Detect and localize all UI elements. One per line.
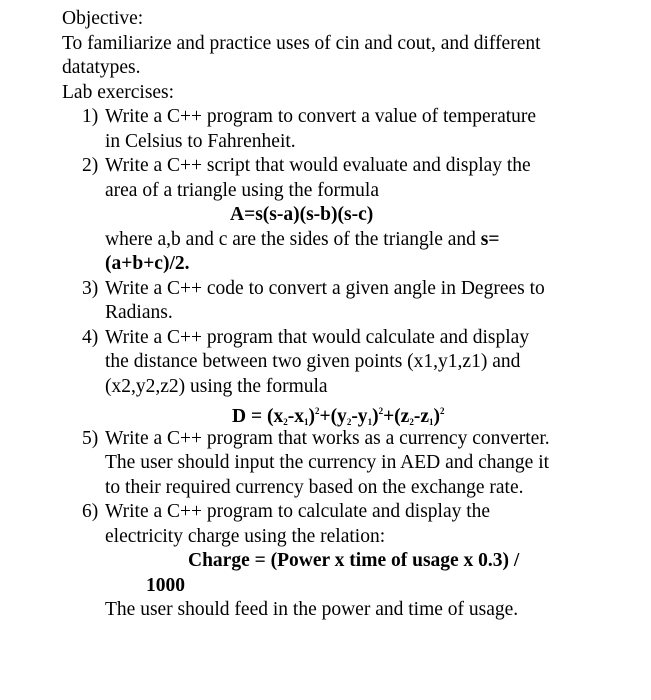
sub-2: 2 <box>409 417 414 427</box>
charge-formula-line-2: 1000 <box>146 575 185 596</box>
exercise-6-closing: The user should feed in the power and time of usage. <box>105 599 519 620</box>
exercise-4-number: 4) <box>82 327 99 348</box>
exercise-1-line-2: in Celsius to Fahrenheit. <box>105 131 296 152</box>
exercise-3-line-1: Write a C++ code to convert a given angle in Degrees to <box>105 278 545 299</box>
term-x-open: (x <box>266 406 284 427</box>
exercise-3-number: 3) <box>82 278 99 299</box>
exp-2: 2 <box>439 406 445 416</box>
exercise-5-line-2: The user should input the currency in AED and change it <box>105 452 550 473</box>
term-z-mid: -z <box>413 406 429 427</box>
term-z-close: ) <box>433 406 440 427</box>
objective-heading: Objective: <box>62 8 144 29</box>
exercise-5-line-3: to their required currency based on the exchange rate. <box>105 477 524 498</box>
semi-perimeter-formula: (a+b+c)/2. <box>105 253 190 274</box>
exercise-2-number: 2) <box>82 155 99 176</box>
distance-term-y <box>319 406 383 427</box>
triangle-area-formula: A=s(s-a)(s-b)(s-c) <box>230 204 374 225</box>
sub-1: 1 <box>303 417 309 427</box>
exercise-5-number: 5) <box>82 428 99 449</box>
exercise-3-line-2: Radians. <box>105 302 173 323</box>
exp-2: 2 <box>378 406 384 416</box>
lab-exercises-heading: Lab exercises: <box>62 82 175 103</box>
exercise-4-line-2: the distance between two given points (x1,y1,z1) and <box>105 351 521 372</box>
sub-2: 2 <box>346 417 352 427</box>
sides-description-text: where a,b and c are the sides of the triangle and <box>105 229 476 250</box>
charge-formula-line-1: Charge = (Power x time of usage x 0.3) / <box>188 550 520 571</box>
term-y-mid: -y <box>351 406 368 427</box>
exercise-6-number: 6) <box>82 501 99 522</box>
sub-1: 1 <box>428 417 434 427</box>
sub-1: 1 <box>367 417 373 427</box>
term-x-close: ) <box>308 406 315 427</box>
semi-perimeter-symbol: s= <box>480 229 500 250</box>
exp-2: 2 <box>314 406 320 416</box>
exercise-6-line-2: electricity charge using the relation: <box>105 526 386 547</box>
term-x-mid: -x <box>287 406 304 427</box>
exercise-5-line-1: Write a C++ program that works as a currency converter. <box>105 428 550 449</box>
exercise-2-line-1: Write a C++ script that would evaluate and display the <box>105 155 531 176</box>
objective-text-line-2: datatypes. <box>62 57 141 78</box>
exercise-6-line-1: Write a C++ program to calculate and display the <box>105 501 491 522</box>
objective-text-line-1: To familiarize and practice uses of cin and cout, and different <box>62 33 541 54</box>
term-y-open: +(y <box>319 406 347 427</box>
exercise-2-line-2: area of a triangle using the formula <box>105 180 379 201</box>
sub-2: 2 <box>283 417 288 427</box>
term-y-close: ) <box>372 406 379 427</box>
term-z-open: +(z <box>383 406 410 427</box>
exercise-2-sides-description <box>105 228 499 252</box>
exercise-1-number: 1) <box>82 106 99 127</box>
distance-term-x <box>267 406 320 427</box>
distance-formula-lhs: D = <box>232 406 263 427</box>
exercise-4-line-1: Write a C++ program that would calculate and display <box>105 327 530 348</box>
exercise-4-line-3: (x2,y2,z2) using the formula <box>105 376 328 397</box>
distance-term-z <box>383 406 444 427</box>
exercise-1-line-1: Write a C++ program to convert a value of temperature <box>105 106 537 127</box>
